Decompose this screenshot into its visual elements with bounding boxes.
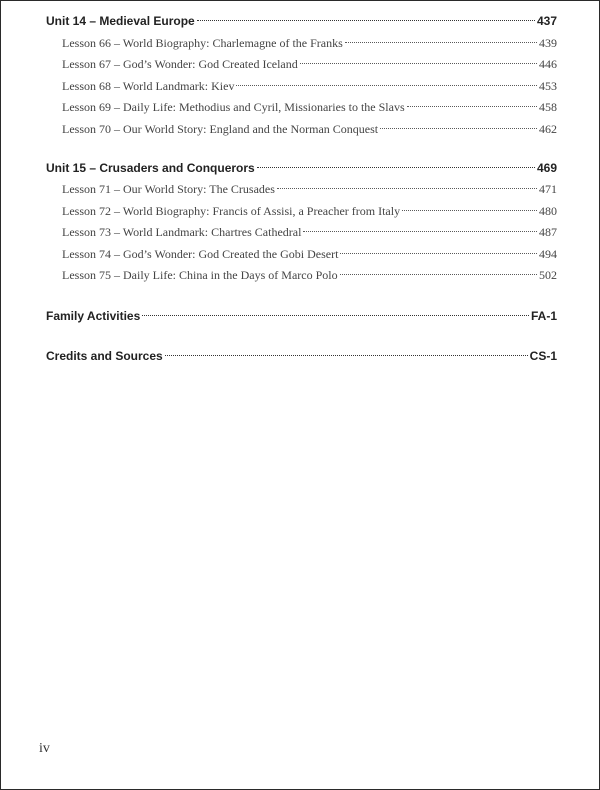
- lesson-title: Lesson 67 – God’s Wonder: God Created Iceland: [62, 57, 298, 71]
- dot-leader: [197, 20, 535, 21]
- entry-page-number: FA-1: [530, 308, 557, 323]
- dot-leader: [142, 315, 529, 316]
- dot-leader: [380, 128, 537, 129]
- lesson-page-number: 471: [539, 182, 557, 196]
- toc-lesson-entry[interactable]: [46, 222, 557, 244]
- toc-lesson-entry[interactable]: [46, 201, 557, 223]
- lesson-title: Lesson 70 – Our World Story: England and the Norman Conquest: [62, 121, 379, 136]
- dot-leader: [340, 274, 537, 275]
- lesson-title: Lesson 72 – World Biography: Francis of Assisi, a Preacher from Italy: [62, 203, 401, 218]
- lesson-page-number: 494: [539, 246, 557, 261]
- lesson-page-number: 487: [539, 225, 557, 239]
- lesson-title: Lesson 68 – World Landmark: Kiev: [62, 78, 235, 93]
- dot-leader: [303, 231, 537, 232]
- dot-leader: [402, 210, 537, 211]
- unit-page-number: 469: [536, 160, 557, 175]
- toc-lesson-entry[interactable]: [46, 179, 557, 201]
- unit-page-number: 437: [536, 14, 557, 28]
- unit-title: Unit 15 – Crusaders and Conquerors: [46, 160, 255, 175]
- table-of-contents: [46, 11, 557, 368]
- toc-unit-heading[interactable]: [46, 158, 557, 180]
- unit-title: Unit 14 – Medieval Europe: [46, 14, 195, 28]
- dot-leader: [277, 188, 537, 189]
- lesson-title: Lesson 74 – God’s Wonder: God Created the Gobi Desert: [62, 246, 339, 261]
- lesson-title: Lesson 66 – World Biography: Charlemagne of the Franks: [62, 35, 343, 50]
- dot-leader: [236, 85, 537, 86]
- toc-lesson-entry[interactable]: [46, 97, 557, 119]
- dot-leader: [300, 63, 537, 64]
- page-folio: iv: [39, 741, 50, 756]
- dot-leader: [257, 167, 535, 168]
- dot-leader: [345, 42, 537, 43]
- lesson-title: Lesson 75 – Daily Life: China in the Days of Marco Polo: [62, 268, 338, 282]
- lesson-page-number: 453: [539, 78, 557, 93]
- lesson-page-number: 458: [539, 100, 557, 114]
- lesson-page-number: 439: [539, 35, 557, 50]
- lesson-page-number: 480: [539, 203, 557, 218]
- lesson-page-number: 462: [539, 121, 557, 136]
- entry-title: Credits and Sources: [46, 349, 163, 363]
- lesson-title: Lesson 73 – World Landmark: Chartres Cathedral: [62, 225, 302, 239]
- section-spacer: [46, 327, 557, 346]
- toc-credits-entry[interactable]: [46, 346, 557, 368]
- lesson-page-number: 502: [539, 268, 557, 282]
- entry-title: Family Activities: [46, 308, 141, 323]
- toc-lesson-entry[interactable]: [46, 33, 557, 55]
- toc-lesson-entry[interactable]: [46, 119, 557, 141]
- section-spacer: [46, 140, 557, 158]
- entry-page-number: CS-1: [529, 349, 557, 363]
- toc-unit-heading[interactable]: [46, 11, 557, 33]
- toc-lesson-entry[interactable]: [46, 54, 557, 76]
- lesson-title: Lesson 69 – Daily Life: Methodius and Cyril, Missionaries to the Slavs: [62, 100, 405, 114]
- toc-lesson-entry[interactable]: [46, 244, 557, 266]
- section-spacer: [46, 287, 557, 306]
- dot-leader: [340, 253, 537, 254]
- toc-lesson-entry[interactable]: [46, 265, 557, 287]
- dot-leader: [407, 106, 537, 107]
- toc-lesson-entry[interactable]: [46, 76, 557, 98]
- lesson-title: Lesson 71 – Our World Story: The Crusades: [62, 182, 275, 196]
- lesson-page-number: 446: [539, 57, 557, 71]
- toc-family-activities-entry[interactable]: [46, 306, 557, 328]
- dot-leader: [165, 355, 528, 356]
